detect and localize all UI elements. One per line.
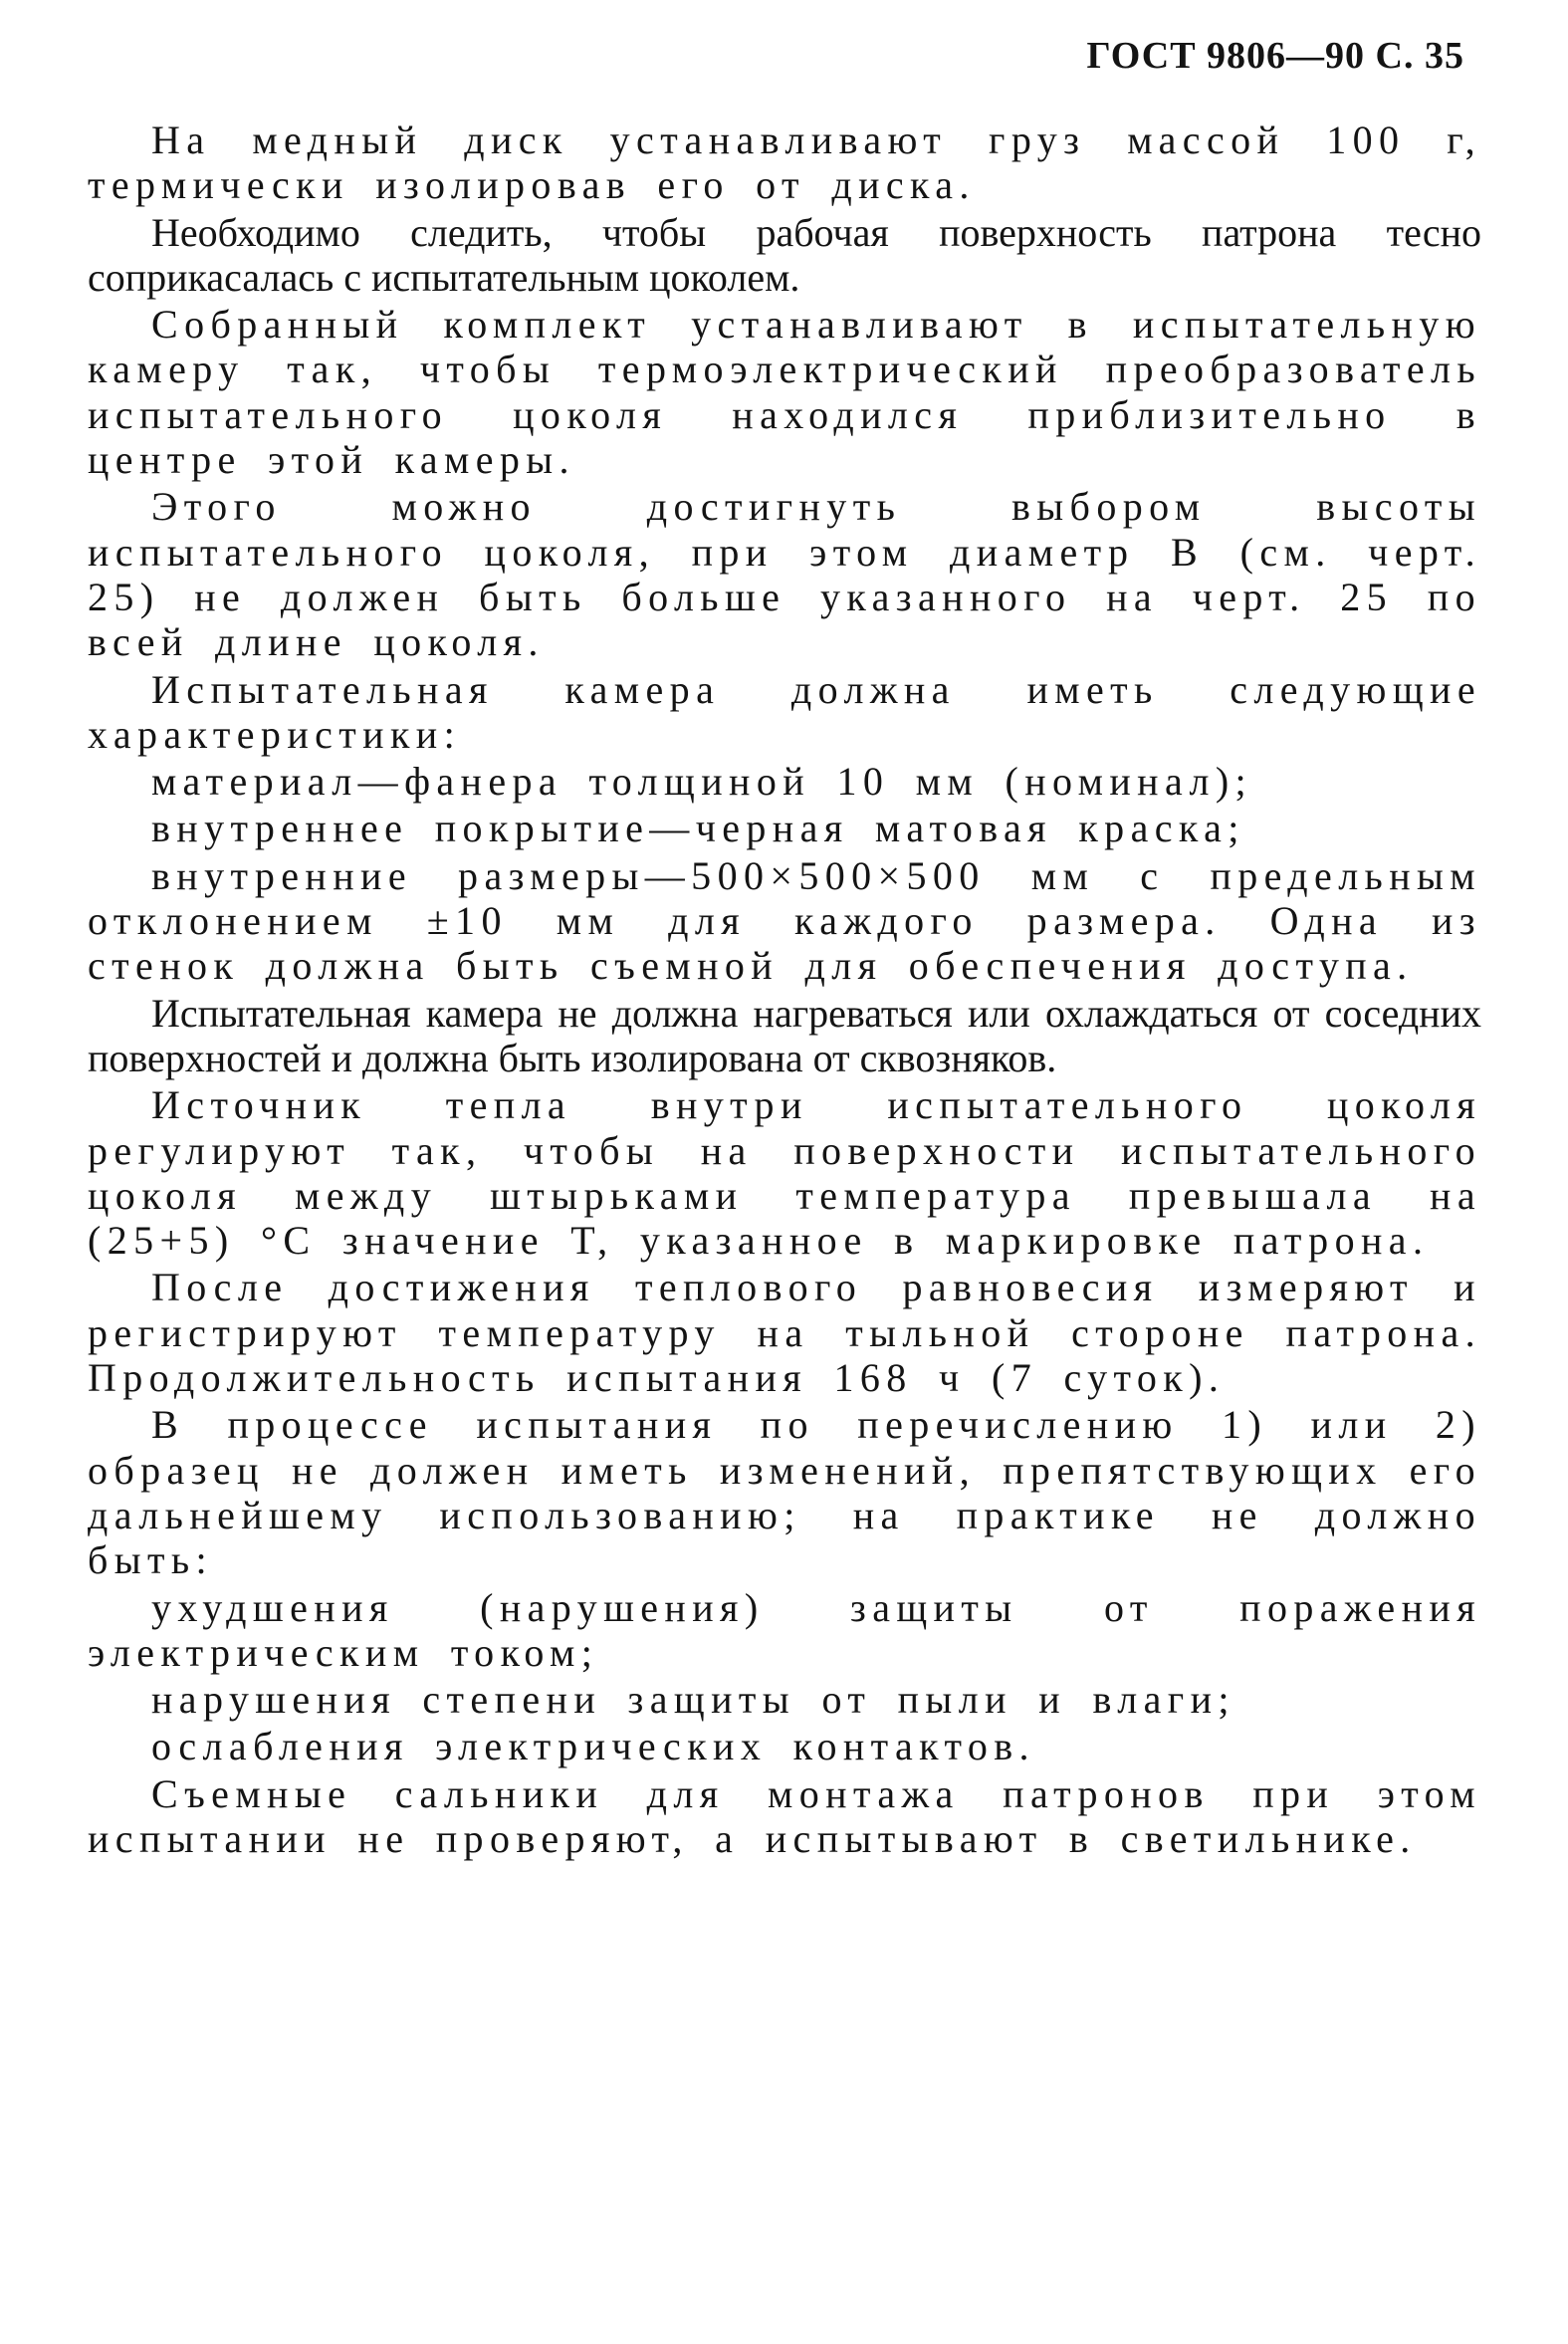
list-item: материал—фанера толщиной 10 мм (номинал); — [151, 759, 1253, 805]
list-item: ослабления электрических контактов. — [151, 1724, 1035, 1769]
list-item: ухудшения (нарушения) защиты от поражения электрическим током; — [88, 1584, 1481, 1675]
paragraph: Испытательная камера не должна нагреваться или охлаждаться от соседних поверхностей и должна быть изолирована от сквозняков. — [88, 990, 1481, 1080]
paragraph: Съемные сальники для монтажа патронов при этом испытании не проверяют, а испытывают в светильнике. — [88, 1770, 1481, 1861]
paragraph: Необходимо следить, чтобы рабочая поверхность патрона тесно соприкасалась с испытательным цоколем. — [88, 209, 1481, 300]
list-item: нарушения степени защиты от пыли и влаги; — [151, 1677, 1235, 1723]
body-text — [88, 117, 1481, 1863]
list-item: внутреннее покрытие—черная матовая краска; — [151, 806, 1245, 851]
paragraph: В процессе испытания по перечислению 1) или 2) образец не должен иметь изменений, препятствующих его дальнейшему использованию; на практике не должно быть: — [88, 1402, 1481, 1583]
running-header: ГОСТ 9806—90 С. 35 — [1086, 35, 1464, 77]
paragraph: Этого можно достигнуть выбором высоты испытательного цоколя, при этом диаметр В (см. черт. 25) не должен быть больше указанного на черт. 25 по всей длине цоколя. — [88, 484, 1481, 665]
list-item: внутренние размеры—500×500×500 мм с предельным отклонением ±10 мм для каждого размера. Одна из стенок должна быть съемной для обеспечения доступа. — [88, 852, 1481, 989]
paragraph: На медный диск устанавливают груз массой 100 г, термически изолировав его от диска. — [88, 117, 1481, 208]
paragraph: Источник тепла внутри испытательного цоколя регулируют так, чтобы на поверхности испытательного цоколя между штырьками температура превышала на (25+5) °С значение Т, указанное в маркировке патрона. — [88, 1082, 1481, 1264]
paragraph: После достижения теплового равновесия измеряют и регистрируют температуру на тыльной стороне патрона. Продолжительность испытания 168 ч (7 суток). — [88, 1265, 1481, 1401]
paragraph: Испытательная камера должна иметь следующие характеристики: — [88, 666, 1481, 757]
paragraph: Собранный комплект устанавливают в испытательную камеру так, чтобы термоэлектрический преобразователь испытательного цоколя находился приблизительно в центре этой камеры. — [88, 302, 1481, 483]
